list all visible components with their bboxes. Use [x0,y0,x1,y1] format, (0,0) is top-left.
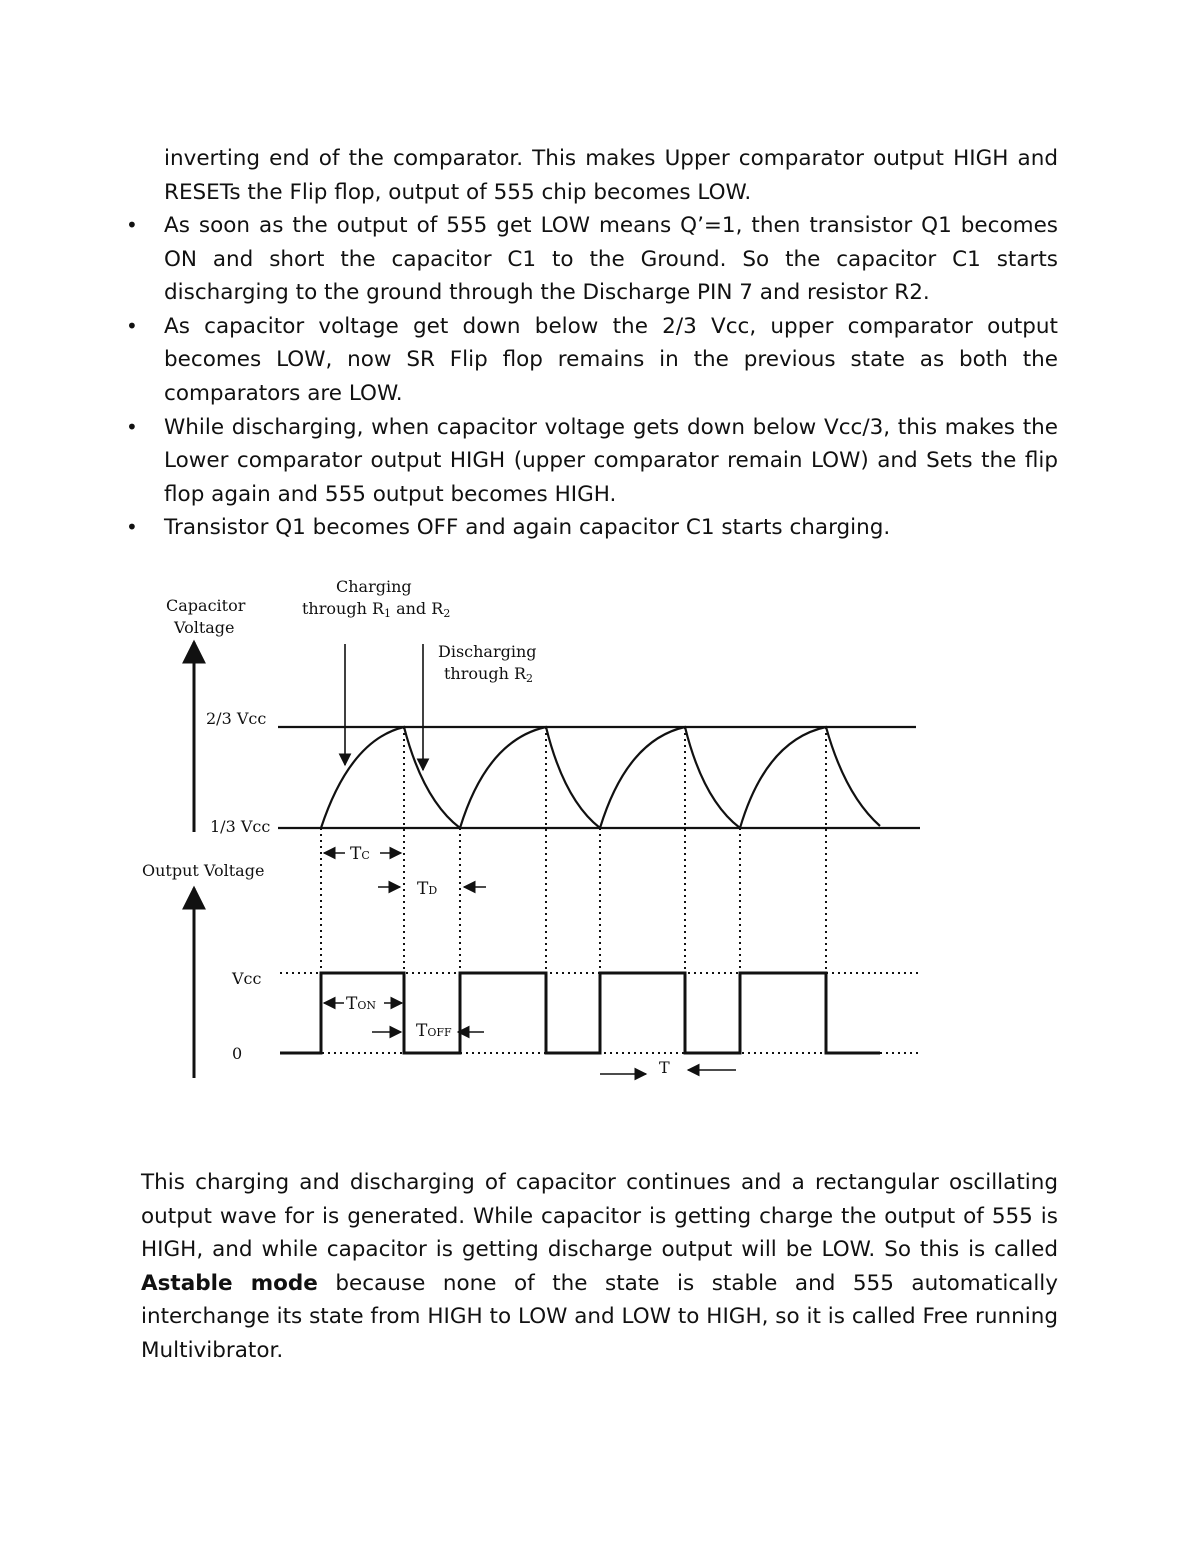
bullet-item: • While discharging, when capacitor voltage gets down below Vcc/3, this makes the Lower comparator output HIGH (upper comparator remain LOW) and Sets the flip flop again and 555 output becomes HIGH. [126,411,1058,512]
bullet-icon: • [126,414,138,439]
bullet-list [126,209,1058,545]
vcc-level-label: Vcc [232,969,262,988]
bullet-icon: • [126,313,138,338]
period-label: T [659,1058,670,1077]
bullet-icon: • [126,213,138,237]
upper-threshold-label: 2/3 Vcc [206,709,267,728]
discharging-label: Discharging through R2 [438,642,537,685]
td-label: TD [417,879,438,899]
lower-threshold-label: 1/3 Vcc [210,817,271,836]
charging-label: Charging through R1 and R2 [302,577,451,620]
capacitor-axis-label: Capacitor Voltage [166,596,246,637]
intro-paragraph: inverting end of the comparator. This makes Upper comparator output HIGH and RESETs the Flip flop, output of 555 chip becomes LOW. [164,146,1058,205]
bullet-item: • As soon as the output of 555 get LOW means Q’=1, then transistor Q1 becomes ON and short the capacitor C1 to the Ground. So the capacitor C1 starts discharging to the ground through the Discharge PIN 7 and resistor R2. [126,209,1058,310]
bullet-icon: • [126,515,138,540]
zero-level-label: 0 [232,1044,243,1063]
output-axis-label: Output Voltage [142,861,265,880]
closing-paragraph: This charging and discharging of capacitor continues and a rectangular oscillating output wave for is generated. While capacitor is getting charge the output of 555 is HIGH, and while capacitor is getting discharge output will be LOW. So this is called Astable mode because none of the state is stable and 555 automatically interchange its state from HIGH to LOW and LOW to HIGH, so it is called Free running Multivibrator. [141,1170,1059,1363]
bullet-item: • As capacitor voltage get down below the 2/3 Vcc, upper comparator output becomes LOW, now SR Flip flop remains in the previous state as both the comparators are LOW. [126,310,1058,411]
output-square-wave [280,973,880,1053]
astable-mode-term: Astable mode [141,1270,318,1296]
ton-label: TON [346,994,376,1014]
astable-waveform-diagram [140,570,940,1090]
toff-label: TOFF [416,1021,452,1041]
bullet-item: • Transistor Q1 becomes OFF and again capacitor C1 starts charging. [126,511,1058,545]
dotted-guides [321,727,826,1053]
tc-label: TC [350,844,370,864]
